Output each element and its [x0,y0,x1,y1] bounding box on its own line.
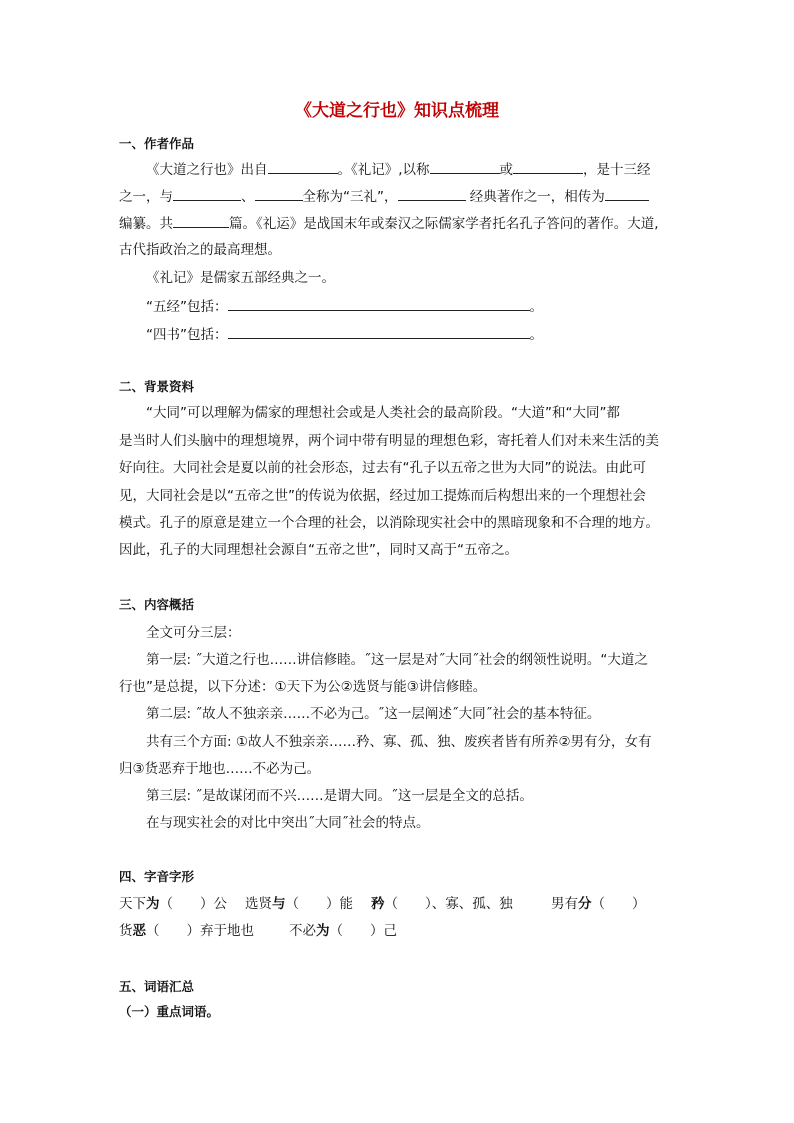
text-segment: 不必 [289,923,316,939]
key-char: 分 [578,896,592,912]
text-segment: “四书”包括： [146,327,228,343]
fill-blank[interactable] [513,160,583,174]
document-title: 《大道之行也》知识点梳理 [295,101,499,121]
text-segment: 男有 [551,896,578,912]
s2-line: 好向往。大同社会是夏以前的社会形态，过去有“孔子以五帝之世为大同”的说法。由此可 [119,460,646,476]
text-segment: 选贤 [245,896,272,912]
s1-line-4: 古代指政治之的最高理想。 [119,242,281,258]
text-segment: 货 [119,923,133,939]
s1-line-wujing [146,297,543,316]
text-segment: “五经”包括： [146,299,228,315]
pronunciation-item [289,922,397,940]
fill-blank[interactable] [228,297,530,311]
s1-line-2 [119,187,649,206]
fill-blank[interactable] [173,214,229,228]
section-4-heading: 四、字音字形 [119,869,195,884]
fill-blank[interactable] [268,160,338,174]
s2-line: “大同”可以理解为儒家的理想社会或是人类社会的最高阶段。“大道”和“大同”都 [146,405,620,421]
text-segment: 己 [383,923,397,939]
text-segment: 。 [529,327,543,343]
text-segment: 编纂。共 [119,216,173,232]
section-5-heading: 五、词语汇总 [119,979,195,994]
s3-line: 归③货恶弃于地也……不必为己。 [119,761,321,777]
fill-blank[interactable] [398,187,466,201]
s3-line: 第二层: ˝故人不独亲亲……不必为己。˝这一层阐述˝大同˝社会的基本特征。 [146,706,601,722]
text-segment: 之一，与 [119,189,173,205]
answer-paren[interactable]: （ ） [329,923,384,939]
text-segment: 《大道之行也》出自 [146,162,268,178]
s3-line: 行也”是总提，以下分述：①天下为公②选贤与能③讲信修睦。 [119,679,487,695]
pronunciation-item [245,895,371,913]
section-1-heading: 一、作者作品 [119,136,195,151]
text-segment: 公 [213,896,227,912]
s2-line: 是当时人们头脑中的理想境界，两个词中带有明显的理想色彩，寄托着人们对未来生活的美 [119,433,659,449]
section-2-heading: 二、背景资料 [119,379,195,394]
section-5-subheading: （一）重点词语。 [119,1004,220,1019]
s1-line-sishu [146,325,543,344]
pronunciation-item [119,922,289,940]
s3-line: 第一层: ˝大道之行也……讲信修睦。˝这一层是对˝大同˝社会的纲领性说明。“大道之 [146,652,648,668]
text-segment: ，是十三经 [583,162,651,178]
answer-paren[interactable]: （ ） [285,896,340,912]
pronunciation-item [119,895,245,913]
fill-blank[interactable] [605,187,649,201]
s3-line: 在与现实社会的对比中突出˝大同˝社会的特点。 [146,815,430,831]
text-segment: 弃于地也 [200,923,254,939]
s1-line-5: 《礼记》是儒家五部经典之一。 [146,270,335,286]
key-char: 恶 [132,923,146,939]
text-segment: 、 [241,189,255,205]
pronunciation-item [551,895,646,913]
s3-line: 第三层: ˝是故谋闭而不兴……是谓大同。˝这一层是全文的总括。 [146,788,533,804]
s1-line-3 [119,214,659,233]
fill-blank[interactable] [430,160,500,174]
fill-blank[interactable] [173,187,241,201]
s1-line-1 [146,160,651,179]
pronunciation-item [371,895,551,913]
key-char: 矜 [371,896,385,912]
key-char: 与 [272,896,286,912]
pronunciation-row-2 [119,922,397,940]
text-segment: 天下 [119,896,146,912]
section-3-heading: 三、内容概括 [119,597,195,612]
text-segment: 全称为“三礼”， [302,189,398,205]
s2-line: 见，大同社会是以“五帝之世”的传说为依据，经过加工提炼而后构想出来的一个理想社会 [119,488,646,504]
answer-paren[interactable]: （ ） [159,896,214,912]
answer-paren[interactable]: （ ） [591,896,646,912]
text-segment: 。 [529,299,543,315]
pronunciation-row-1 [119,895,646,913]
text-segment: 。《礼记》,以称 [337,162,430,178]
s2-line: 因此，孔子的大同理想社会源自“五帝之世”，同时又高于“五帝之。 [119,542,518,558]
text-segment: 或 [499,162,514,178]
s3-line: 全文可分三层： [146,625,241,641]
key-char: 为 [316,923,330,939]
answer-paren[interactable]: （ ） [146,923,200,939]
fill-blank[interactable] [228,325,530,339]
answer-paren[interactable]: （ ） [384,896,432,912]
key-char: 为 [146,896,160,912]
text-segment: 、寡、孤、独 [431,896,513,912]
text-segment: 能 [339,896,353,912]
s2-line: 模式。孔子的原意是建立一个合理的社会，以消除现实社会中的黑暗现象和不合理的地方。 [119,515,659,531]
text-segment: 经典著作之一，相传为 [465,189,605,205]
s3-line: 共有三个方面: ①故人不独亲亲……矜、寡、孤、独、废疾者皆有所养②男有分，女有 [146,734,652,750]
text-segment: 篇。《礼运》是战国末年或秦汉之际儒家学者托名孔子答问的著作。大道, [229,216,659,232]
fill-blank[interactable] [255,187,303,201]
